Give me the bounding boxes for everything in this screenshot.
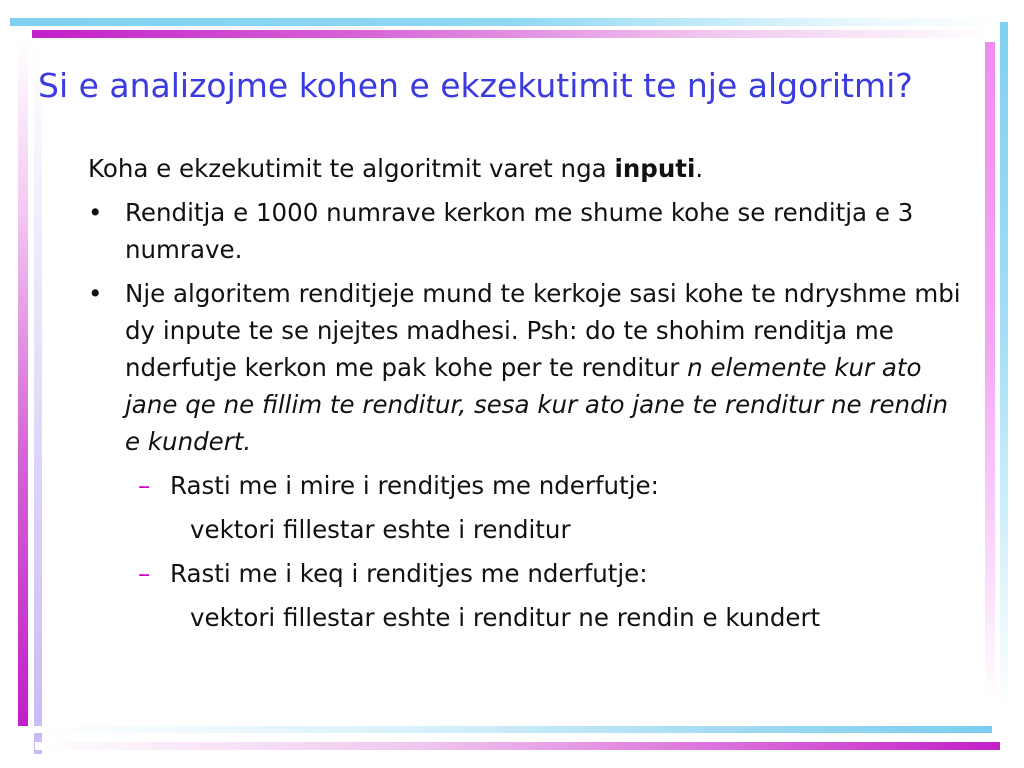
sub-item-best-case (88, 467, 968, 504)
right-magenta-bar (985, 42, 995, 702)
sub-item-worst-case (88, 555, 968, 592)
dash-icon: – (138, 471, 151, 500)
bullet-icon: • (88, 198, 103, 227)
intro-bold-term: inputi (614, 154, 696, 183)
intro-suffix: . (695, 154, 704, 183)
sub-2-label: Rasti me i keq i renditjes me nderfutje: (170, 559, 648, 588)
top-blue-bar (10, 18, 1005, 26)
right-blue-bar (1000, 22, 1008, 712)
bottom-magenta-bar (35, 742, 1000, 750)
intro-text: Koha e ekzekutimit te algoritmit varet nga (88, 154, 615, 183)
bullet-icon: • (88, 279, 103, 308)
bullet-2-italic-text: n elemente kur ato jane qe ne fillim te renditur, sesa kur ato jane te renditur ne rendin e kundert. (125, 353, 948, 456)
sub-1-label: Rasti me i mire i renditjes me nderfutje: (170, 471, 659, 500)
bullet-item-1 (88, 194, 968, 268)
left-magenta-bar (18, 40, 28, 726)
bottom-blue-bar (32, 726, 992, 733)
sub-1-detail: vektori fillestar eshte i renditur (190, 515, 571, 544)
bullet-2-text: Nje algoritem renditjeje mund te kerkoje sasi kohe te ndryshme mbi dy inpute te se njejtes madhesi. Psh: do te shohim renditja me nderfutje kerkon me pak kohe per te renditur (125, 279, 961, 382)
dash-icon: – (138, 559, 151, 588)
top-magenta-bar (32, 30, 992, 38)
left-lavender-bar (34, 40, 42, 754)
bullet-item-2 (88, 275, 968, 460)
bullet-1-text: Renditja e 1000 numrave kerkon me shume kohe se renditja e 3 numrave. (125, 198, 914, 264)
intro-paragraph (88, 150, 968, 187)
sub-2-detail: vektori fillestar eshte i renditur ne rendin e kundert (190, 603, 821, 632)
slide-title: Si e analizojme kohen e ekzekutimit te nje algoritmi? (38, 66, 913, 105)
slide-body (88, 150, 968, 643)
